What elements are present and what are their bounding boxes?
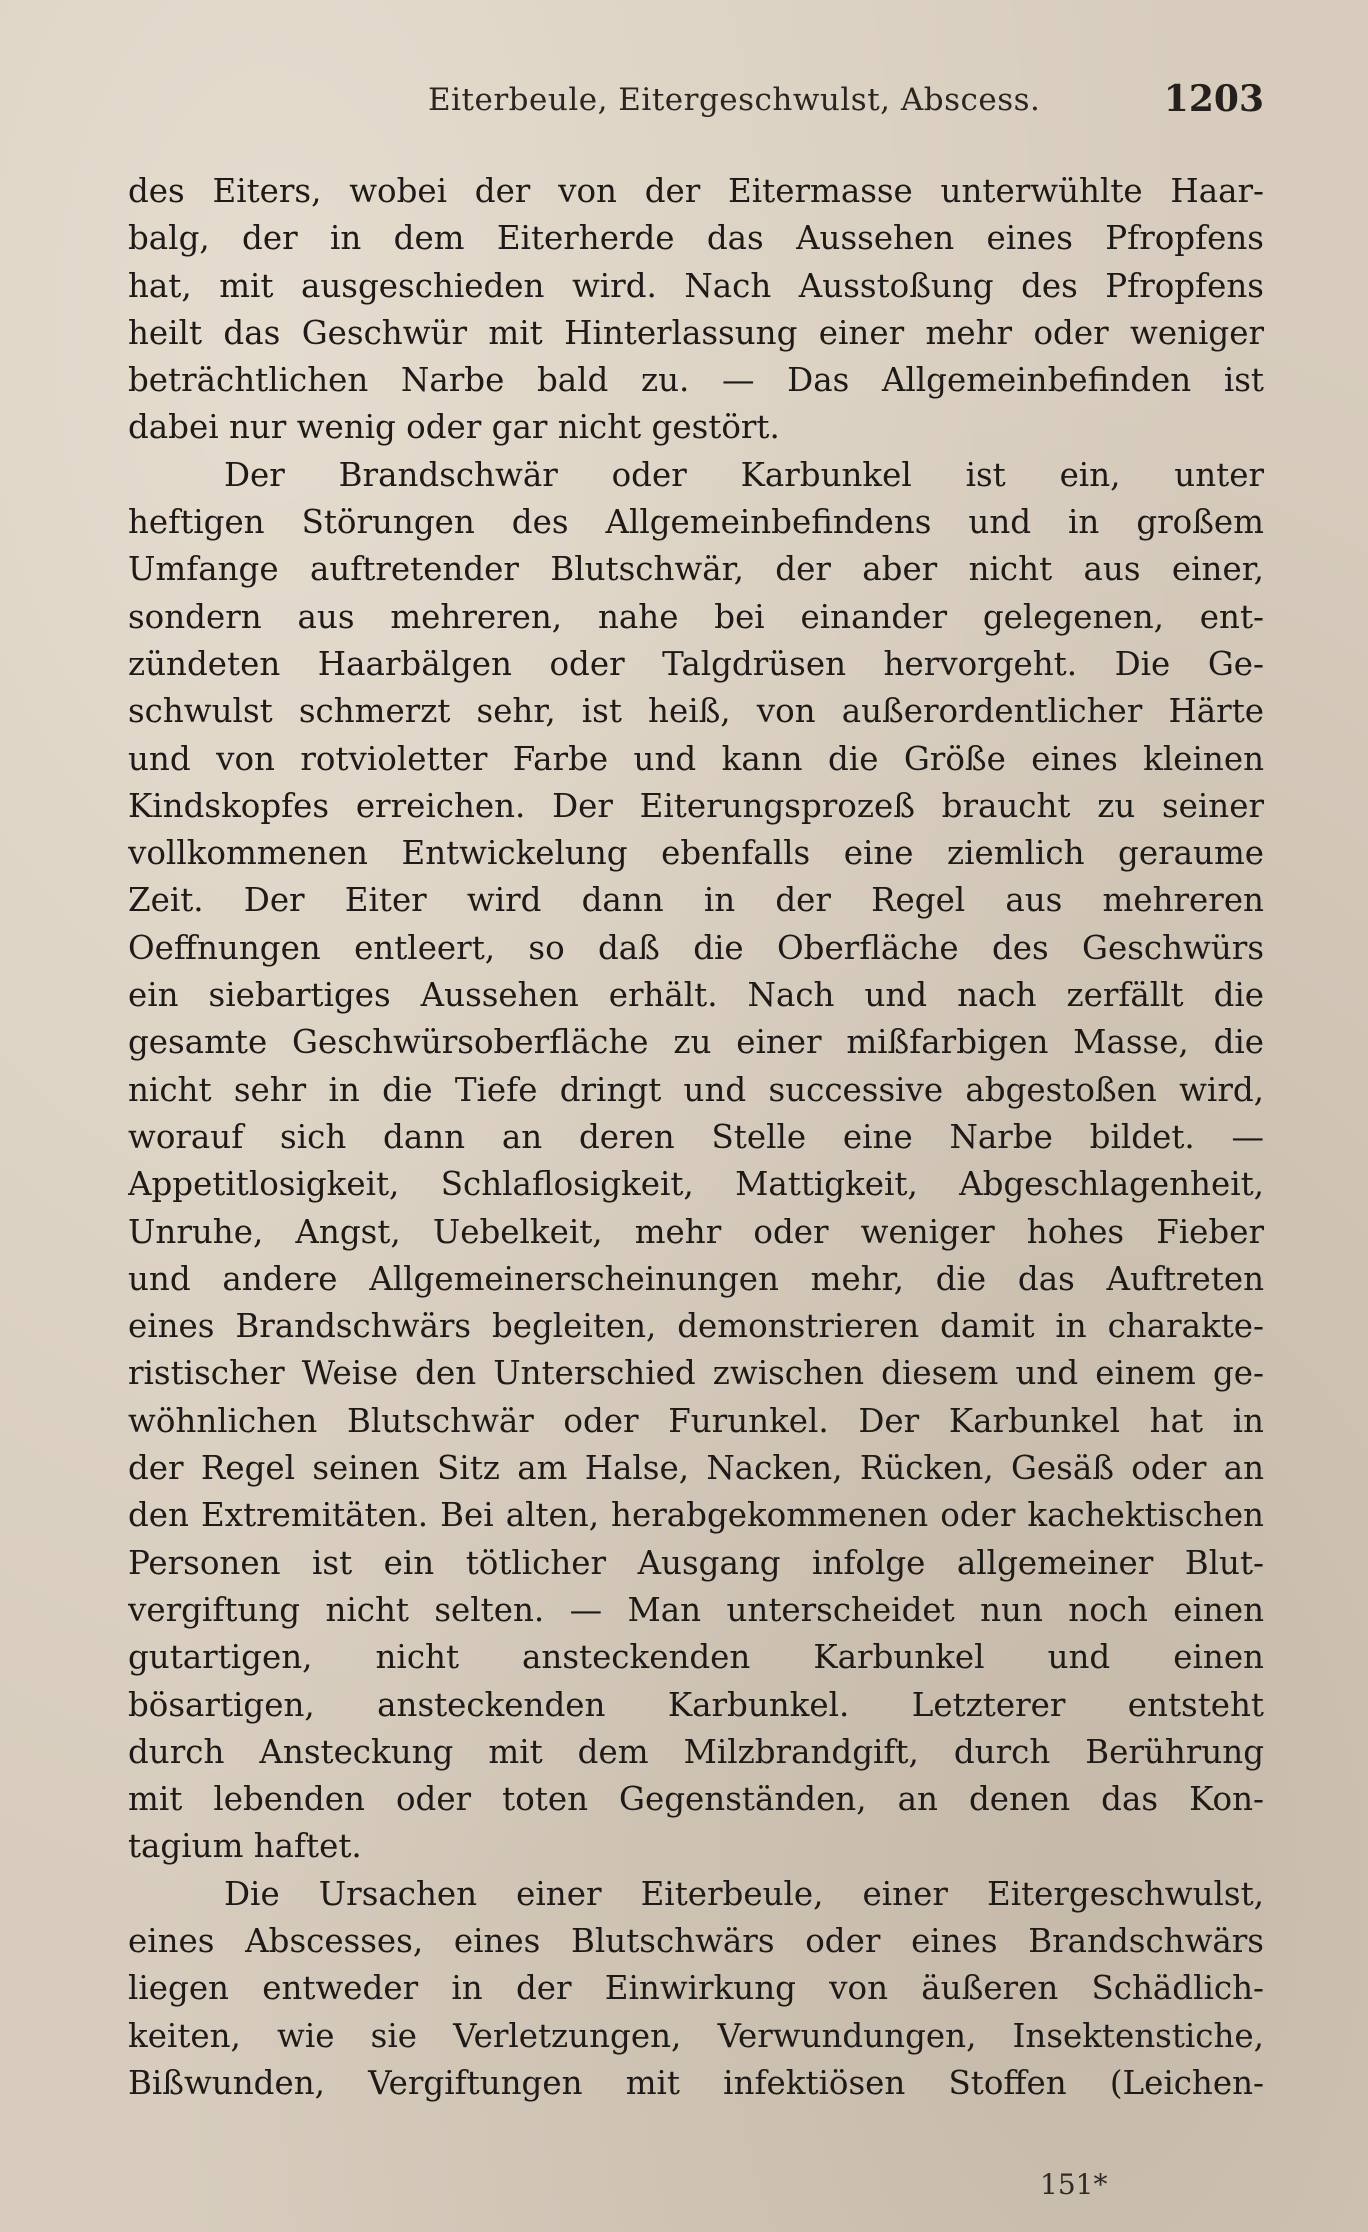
text-line: Oeffnungen entleert, so daß die Oberfläche des Geschwürs	[128, 928, 1264, 967]
text-line: worauf sich dann an deren Stelle eine Narbe bildet. —	[128, 1117, 1264, 1156]
text-line: zündeten Haarbälgen oder Talgdrüsen hervorgeht. Die Ge-	[128, 644, 1264, 683]
text-line: heftigen Störungen des Allgemeinbefindens und in großem	[128, 503, 1264, 542]
running-head	[128, 78, 1264, 132]
paragraph-start-line: Die Ursachen einer Eiterbeule, einer Eitergeschwulst,	[224, 1874, 1264, 1913]
text-line: beträchtlichen Narbe bald zu. — Das Allgemeinbefinden ist	[128, 361, 1264, 400]
running-title: Eiterbeule, Eitergeschwulst, Abscess.	[428, 82, 1041, 118]
text-line: und von rotvioletter Farbe und kann die Größe eines kleinen	[128, 739, 1264, 778]
page-number: 1203	[1163, 78, 1264, 120]
text-line: gesamte Geschwürsoberfläche zu einer mißfarbigen Masse, die	[128, 1023, 1264, 1062]
text-line: gutartigen, nicht ansteckenden Karbunkel und einen	[128, 1638, 1264, 1677]
text-line: Bißwunden, Vergiftungen mit infektiösen Stoffen (Leichen-	[128, 2063, 1264, 2102]
text-line: der Regel seinen Sitz am Halse, Nacken, Rücken, Gesäß oder an	[128, 1449, 1264, 1488]
text-line: Unruhe, Angst, Uebelkeit, mehr oder weniger hohes Fieber	[128, 1212, 1264, 1251]
text-line: ristischer Weise den Unterschied zwischen diesem und einem ge-	[128, 1354, 1264, 1393]
text-line: schwulst schmerzt sehr, ist heiß, von außerordentlicher Härte	[128, 692, 1264, 731]
text-line: wöhnlichen Blutschwär oder Furunkel. Der Karbunkel hat in	[128, 1401, 1264, 1440]
text-line: Appetitlosigkeit, Schlaflosigkeit, Mattigkeit, Abgeschlagenheit,	[128, 1165, 1264, 1204]
text-line: keiten, wie sie Verletzungen, Verwundungen, Insektenstiche,	[128, 2016, 1264, 2055]
text-line: mit lebenden oder toten Gegenständen, an denen das Kon-	[128, 1780, 1264, 1819]
text-line: Kindskopfes erreichen. Der Eiterungsprozeß braucht zu seiner	[128, 786, 1264, 825]
text-line: des Eiters, wobei der von der Eitermasse unterwühlte Haar-	[128, 172, 1264, 210]
text-line: tagium haftet.	[128, 1827, 362, 1866]
text-line: den Extremitäten. Bei alten, herabgekommenen oder kachektischen	[128, 1496, 1264, 1535]
text-line: ein siebartiges Aussehen erhält. Nach und nach zerfällt die	[128, 976, 1264, 1015]
text-line: liegen entweder in der Einwirkung von äußeren Schädlich-	[128, 1969, 1264, 2008]
text-line: bösartigen, ansteckenden Karbunkel. Letzterer entsteht	[128, 1685, 1264, 1724]
text-line: balg, der in dem Eiterherde das Aussehen eines Pfropfens	[128, 219, 1264, 258]
text-line: sondern aus mehreren, nahe bei einander gelegenen, ent-	[128, 597, 1264, 636]
text-line: eines Abscesses, eines Blutschwärs oder eines Brandschwärs	[128, 1921, 1264, 1960]
printer-signature-mark: 151*	[1040, 2168, 1108, 2201]
text-line: vollkommenen Entwickelung ebenfalls eine ziemlich geraume	[128, 834, 1264, 873]
text-line: hat, mit ausgeschieden wird. Nach Ausstoßung des Pfropfens	[128, 266, 1264, 305]
text-line: Zeit. Der Eiter wird dann in der Regel aus mehreren	[128, 881, 1264, 920]
text-line: heilt das Geschwür mit Hinterlassung einer mehr oder weniger	[128, 313, 1264, 352]
text-line: eines Brandschwärs begleiten, demonstrieren damit in charakte-	[128, 1307, 1264, 1346]
text-line: nicht sehr in die Tiefe dringt und successive abgestoßen wird,	[128, 1070, 1264, 1109]
body-text	[128, 168, 1264, 2107]
text-line: Personen ist ein tötlicher Ausgang infolge allgemeiner Blut-	[128, 1543, 1264, 1582]
text-line: vergiftung nicht selten. — Man unterscheidet nun noch einen	[128, 1590, 1264, 1629]
text-line: und andere Allgemeinerscheinungen mehr, die das Auftreten	[128, 1259, 1264, 1298]
text-line: durch Ansteckung mit dem Milzbrandgift, durch Berührung	[128, 1732, 1264, 1771]
text-line: Umfange auftretender Blutschwär, der aber nicht aus einer,	[128, 550, 1264, 589]
text-line: dabei nur wenig oder gar nicht gestört.	[128, 408, 780, 447]
paragraph-start-line: Der Brandschwär oder Karbunkel ist ein, unter	[224, 455, 1264, 494]
